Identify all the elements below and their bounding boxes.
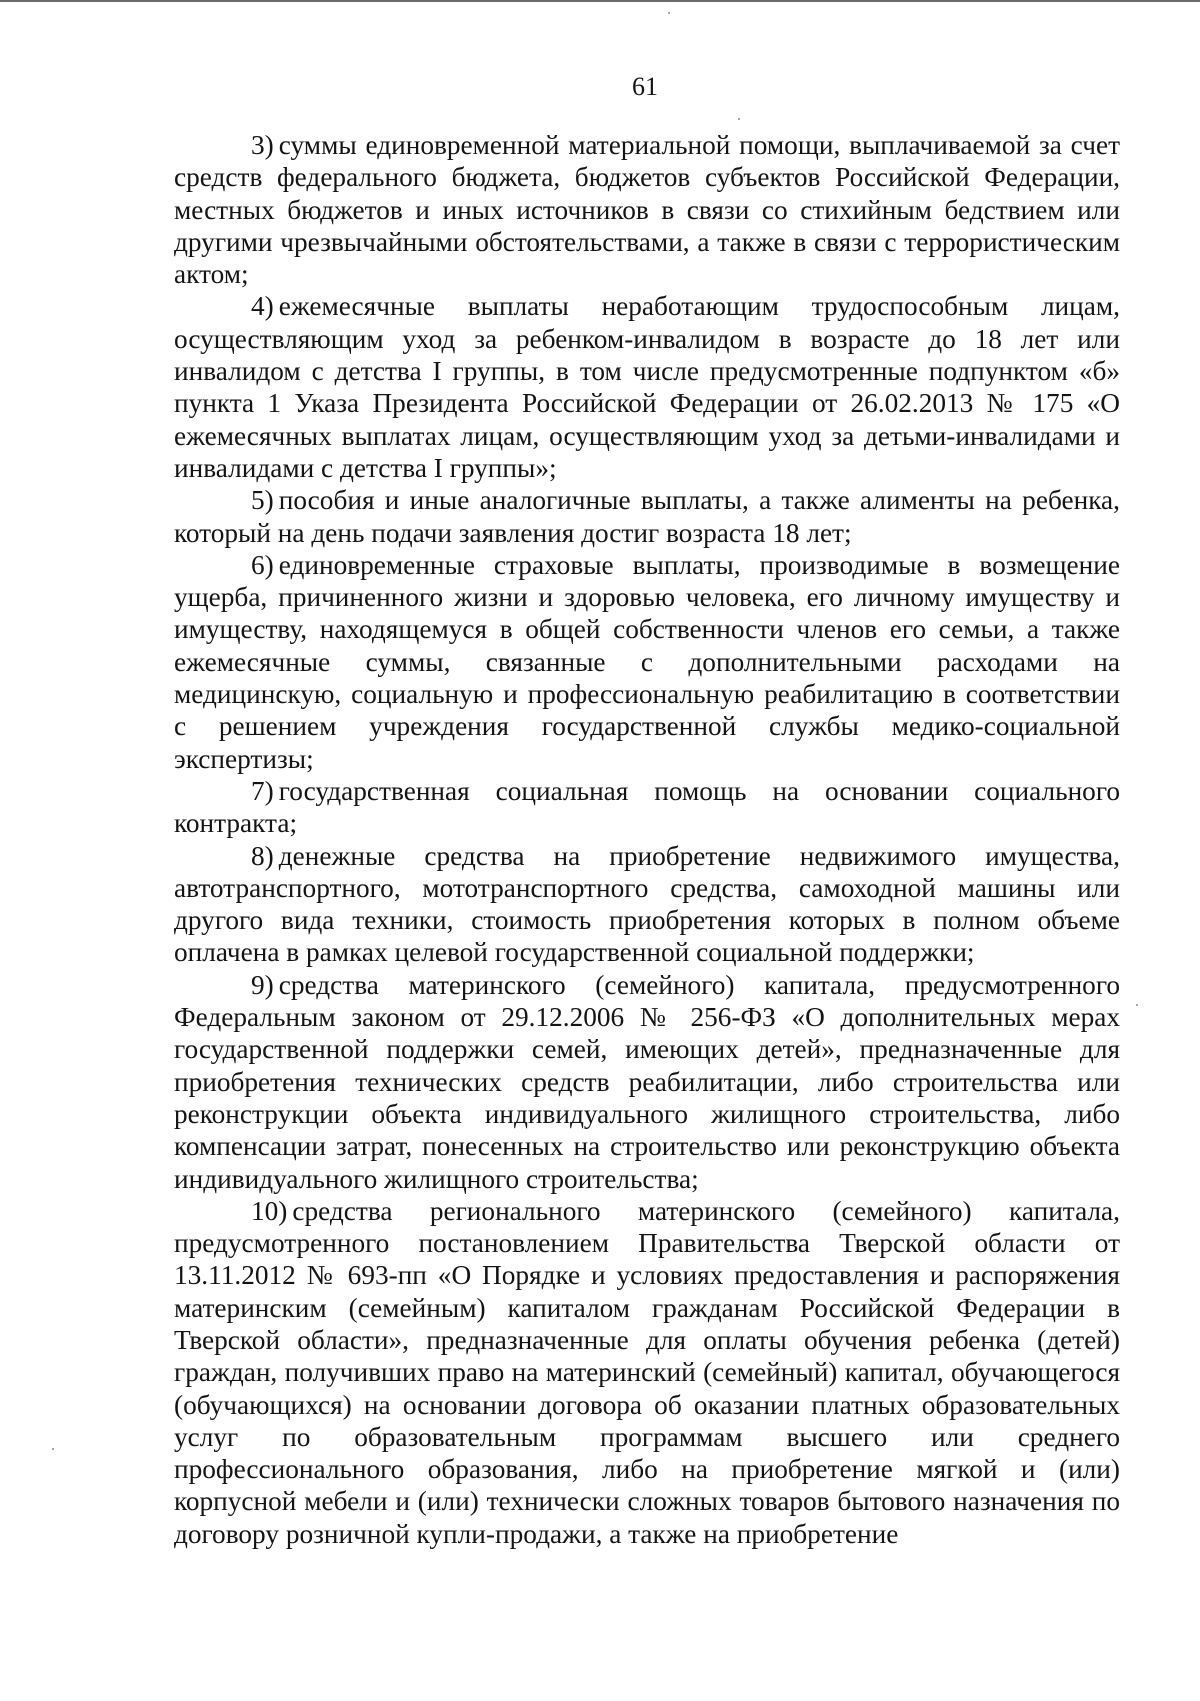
scan-speck bbox=[738, 118, 740, 120]
item-number: 9) bbox=[251, 969, 274, 1000]
list-item-4 bbox=[174, 290, 1120, 484]
item-text: государственная социальная помощь на основании социального контракта; bbox=[174, 775, 1120, 839]
item-text: средства регионального материнского (семейного) капитала, предусмотренного постановлением Правительства Тверской области от 13.11.2012 № 693-пп «О Порядке и условиях предоставления и распоряжения материнским (семейным) капиталом гражданам Российской Федерации в Тверской области», предназначенные для оплаты обучения ребенка (детей) граждан, получивших право на материнский (семейный) капитал, обучающегося (обучающихся) на основании договора об оказании платных образовательных услуг по образовательным программам высшего или среднего профессионального образования, либо на приобретение мягкой и (или) корпусной мебели и (или) технически сложных товаров бытового назначения по договору розничной купли-продажи, а также на приобретение bbox=[174, 1195, 1120, 1549]
item-number: 4) bbox=[251, 291, 274, 322]
item-text: ежемесячные выплаты неработающим трудоспособным лицам, осуществляющим уход за ребенком-инвалидом в возрасте до 18 лет или инвалидом с детства I группы, в том числе предусмотренные подпунктом «б» пункта 1 Указа Президента Российской Федерации от 26.02.2013 № 175 «О ежемесячных выплатах лицам, осуществляющим уход за детьми-инвалидами и инвалидами с детства I группы»; bbox=[174, 291, 1120, 483]
item-number: 10) bbox=[251, 1195, 288, 1226]
list-item-6 bbox=[174, 549, 1120, 775]
item-number: 7) bbox=[251, 775, 274, 806]
item-text: средства материнского (семейного) капитала, предусмотренного Федеральным законом от 29.12.2006 № 256-ФЗ «О дополнительных мерах государственной поддержки семей, имеющих детей», предназначенные для приобретения технических средств реабилитации, либо строительства или реконструкции объекта индивидуального жилищного строительства, либо компенсации затрат, понесенных на строительство или реконструкцию объекта индивидуального жилищного строительства; bbox=[174, 969, 1120, 1194]
item-text: денежные средства на приобретение недвижимого имущества, автотранспортного, мототранспортного средства, самоходной машины или другого вида техники, стоимость приобретения которых в полном объеме оплачена в рамках целевой государственной социальной поддержки; bbox=[174, 840, 1120, 968]
item-number: 5) bbox=[251, 485, 274, 516]
list-item-5 bbox=[174, 484, 1120, 549]
document-body bbox=[174, 129, 1120, 1550]
item-number: 3) bbox=[251, 130, 274, 160]
page-number: 61 bbox=[632, 72, 658, 101]
scan-speck bbox=[52, 1448, 54, 1450]
item-text: суммы единовременной материальной помощи, выплачиваемой за счет средств федерального бюджета, бюджетов субъектов Российской Федерации, местных бюджетов и иных источников в связи со стихийным бедствием или другими чрезвычайными обстоятельствами, а также в связи с террористическим актом; bbox=[174, 130, 1120, 290]
scan-top-edge bbox=[0, 0, 1200, 2]
scan-speck bbox=[1136, 1004, 1138, 1006]
list-item-9 bbox=[174, 969, 1120, 1195]
list-item-3 bbox=[174, 129, 1120, 290]
item-number: 6) bbox=[251, 549, 274, 580]
item-number: 8) bbox=[251, 840, 274, 871]
scan-speck bbox=[668, 12, 670, 14]
list-item-7 bbox=[174, 775, 1120, 840]
item-text: пособия и иные аналогичные выплаты, а также алименты на ребенка, который на день подачи заявления достиг возраста 18 лет; bbox=[174, 485, 1120, 548]
item-text: единовременные страховые выплаты, производимые в возмещение ущерба, причиненного жизни и здоровью человека, его личному имуществу и имуществу, находящемуся в общей собственности членов его семьи, а также ежемесячные суммы, связанные с дополнительными расходами на медицинскую, социальную и профессиональную реабилитацию в соответствии с решением учреждения государственной службы медико-социальной экспертизы; bbox=[174, 549, 1120, 774]
list-item-8 bbox=[174, 840, 1120, 969]
list-item-10 bbox=[174, 1195, 1120, 1550]
